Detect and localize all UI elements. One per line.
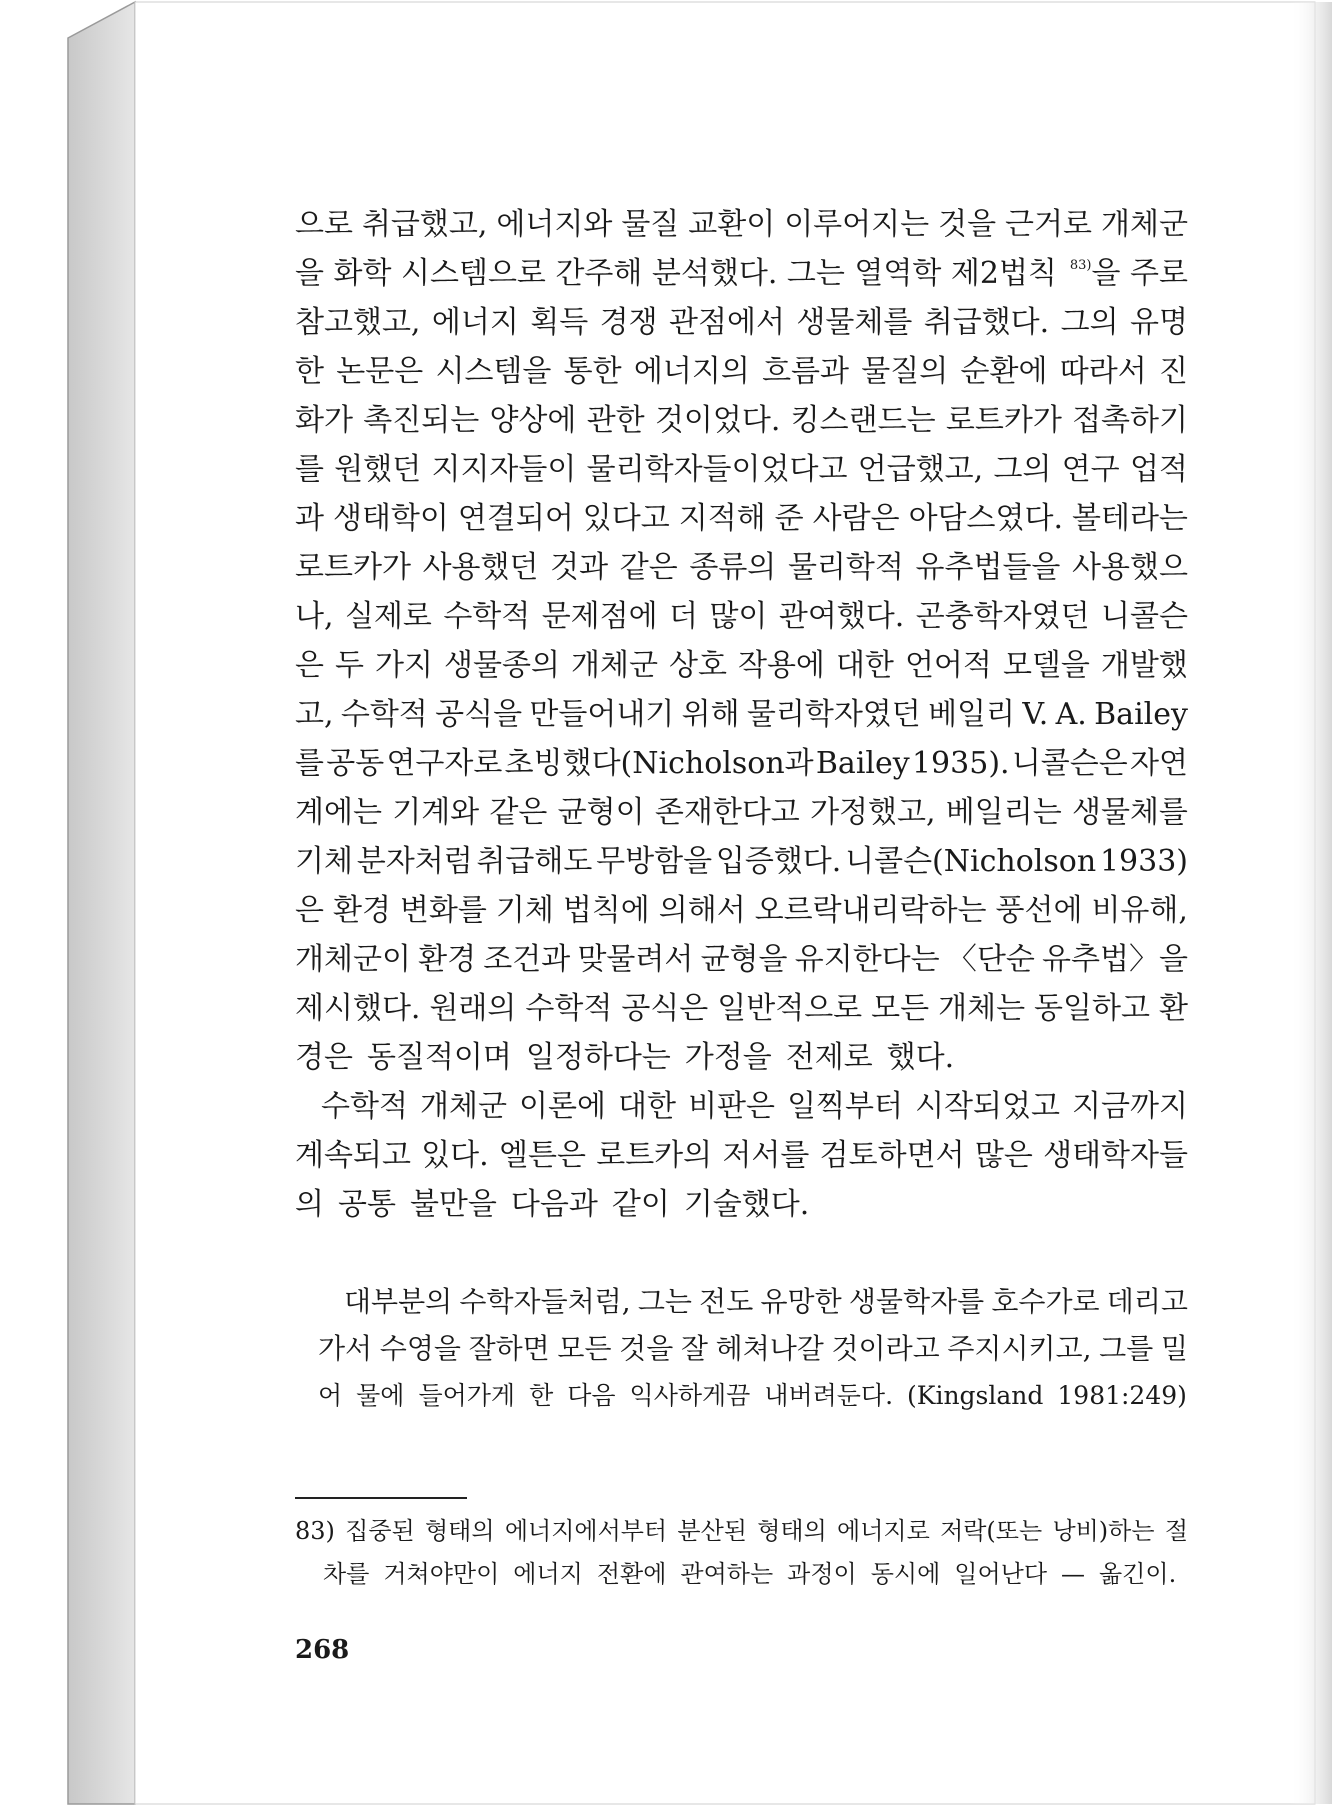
word: 있다. (421, 1138, 489, 1173)
body-line-17 (295, 984, 1188, 1033)
word: (Kingsland (907, 1381, 1044, 1410)
word: 베일리 (928, 697, 1016, 732)
word: 차를 (323, 1560, 370, 1588)
word: 언어적 (904, 648, 992, 683)
word: 것과 (550, 550, 609, 585)
word: 취급해도 (476, 844, 593, 879)
word: 획득 (530, 305, 589, 340)
word: 대부분의 (344, 1285, 453, 1318)
footnote-line-1 (295, 1510, 1188, 1553)
word: 조건과 (483, 942, 571, 977)
word: A. (1055, 697, 1087, 732)
word: 한 (295, 354, 324, 389)
word: 사용했던 (422, 550, 539, 585)
word: 니콜슨(Nicholson (845, 844, 1097, 879)
word: 경은 (295, 1040, 353, 1075)
body-line-12 (295, 739, 1188, 788)
word: Bailey (815, 746, 910, 781)
word: 계속되고 (295, 1138, 411, 1173)
word: 과 (295, 501, 324, 536)
word: 상호 (668, 648, 727, 683)
word: 연구자로 (386, 746, 503, 781)
word: 관여하는 (680, 1560, 774, 1588)
word: Bailey (1094, 697, 1188, 732)
word: 절 (1164, 1517, 1188, 1545)
word: 로트카의 (596, 1138, 713, 1173)
word: 균형을 (700, 942, 788, 977)
word: 집중된 (345, 1517, 415, 1545)
word: 많은 (974, 1138, 1033, 1173)
word: 로트카가 (295, 550, 411, 585)
word: 일어난다 (954, 1560, 1048, 1588)
word: 은 (295, 893, 324, 928)
word: 준 (774, 501, 804, 536)
word: 촉진되는 (363, 403, 480, 438)
word: 관여했다. (778, 599, 905, 634)
word: 환 (1158, 991, 1188, 1026)
word: 1981:249) (1057, 1381, 1187, 1410)
word: 계에는 (295, 795, 382, 830)
word: 원래의 (429, 991, 517, 1026)
word: 공식은 (621, 991, 709, 1026)
word: 들어가게 (418, 1381, 516, 1410)
word: 연구 (1061, 452, 1120, 487)
body-line-3 (295, 298, 1188, 347)
word: 균형이 (557, 795, 645, 830)
footnote (295, 1510, 1188, 1596)
word: 생물체를 (1071, 795, 1188, 830)
word: 교환이 (688, 207, 776, 242)
word: 형태의 (757, 1517, 827, 1545)
word: 유추법들을 (915, 550, 1061, 585)
word: 그는 (637, 1285, 692, 1318)
body-line-20 (295, 1131, 1188, 1180)
word: 통한 (563, 354, 622, 389)
word: 거쳐야만이 (383, 1560, 500, 1588)
word: 했다. (886, 1040, 955, 1075)
word: 원했던 (334, 452, 422, 487)
word: 관점에서 (669, 305, 785, 340)
word: 과정이 (787, 1560, 857, 1588)
word: 유망한 (760, 1285, 842, 1318)
quote-line-2 (318, 1325, 1188, 1372)
word: 진 (1158, 354, 1188, 389)
word: 동일하고 (1034, 991, 1150, 1026)
word: 시스템을 (435, 354, 552, 389)
word: 수학적 (340, 697, 428, 732)
word: 따라서 (1059, 354, 1147, 389)
word: 풍선에 (995, 893, 1083, 928)
word: 오르락내리락하는 (754, 893, 987, 928)
word: 의해서 (658, 893, 746, 928)
word: 기체 (495, 893, 554, 928)
word: 작용에 (737, 648, 825, 683)
word: 개체군이 (295, 942, 411, 977)
word: 으로 (295, 207, 353, 242)
word: 시작되었고 (915, 1089, 1060, 1124)
word: 개체는 (938, 991, 1026, 1026)
word: 근거로 (1005, 207, 1092, 242)
word: 니콜슨 (1101, 599, 1188, 634)
word: 수학적 (525, 991, 613, 1026)
word: 초빙했다(Nicholson과 (504, 746, 814, 781)
page-right-shadow (1290, 2, 1332, 1804)
word: 비판은 (688, 1089, 776, 1124)
word: 존재한다고 (654, 795, 800, 830)
body-line-13 (295, 788, 1188, 837)
word: 수학적 (443, 599, 531, 634)
word: 분산된 (677, 1517, 747, 1545)
word: 를 (295, 746, 324, 781)
word: 두 (335, 648, 364, 683)
body-line-21 (295, 1180, 1188, 1229)
word: 그의 (993, 452, 1052, 487)
word: 것이었다. (654, 403, 781, 438)
word: 1933) (1099, 844, 1188, 879)
word: 그를 (1099, 1332, 1154, 1365)
word: — (1061, 1560, 1086, 1588)
word: 입증했다. (715, 844, 842, 879)
word: 호수가로 (991, 1285, 1100, 1318)
word: 볼테라는 (1071, 501, 1188, 536)
footnote-line-2 (295, 1553, 1188, 1596)
body-line-9 (295, 592, 1188, 641)
word: 변화를 (399, 893, 487, 928)
word: 에너지 (431, 305, 519, 340)
word: 고, (295, 697, 334, 732)
word: 공동 (326, 746, 385, 781)
word: 같이 (611, 1187, 670, 1222)
word: 옮긴이. (1099, 1560, 1177, 1588)
footnote-ref: 83) (1069, 258, 1092, 273)
word: 참고했고, (295, 305, 421, 340)
word: 생물종의 (444, 648, 560, 683)
word: 지지자들이 (431, 452, 577, 487)
word: 실제로 (344, 599, 432, 634)
word: 동질적이며 (366, 1040, 512, 1075)
word: 양상에 (489, 403, 577, 438)
body-line-19 (295, 1082, 1188, 1131)
body-line-15 (295, 886, 1188, 935)
word: 기술했다. (683, 1187, 810, 1222)
word: 물리학자들이었다고 (586, 452, 848, 487)
body-line-2 (295, 249, 1188, 298)
word: 더 (669, 599, 699, 634)
word: 개체군 (420, 1089, 507, 1124)
word: 물질 (621, 207, 680, 242)
word: 전환에 (596, 1560, 667, 1588)
word: 자연 (1129, 746, 1188, 781)
word: 의 (295, 1187, 324, 1222)
word: 로트카가 (945, 403, 1062, 438)
word: 가정했고, (810, 795, 936, 830)
word: 수학적 (321, 1089, 408, 1124)
body-line-18 (295, 1033, 1188, 1082)
word: 제시했다. (295, 991, 421, 1026)
word: 맞물려서 (577, 942, 694, 977)
word: 베일리는 (945, 795, 1062, 830)
body-line-16 (295, 935, 1188, 984)
body-line-5 (295, 396, 1188, 445)
word: 1935). (911, 746, 1010, 781)
word: 개발했 (1100, 648, 1188, 683)
word: V. (1022, 697, 1049, 732)
word: 업적 (1129, 452, 1188, 487)
word: 곤충학자였던 (915, 599, 1090, 634)
word: 은 (295, 648, 324, 683)
word: 수영을 (379, 1332, 461, 1365)
word: 관한 (586, 403, 645, 438)
word: 환경 (418, 942, 477, 977)
word: 잘하면 (468, 1332, 550, 1365)
word: 이론에 (519, 1089, 606, 1124)
word: 형태의 (425, 1517, 495, 1545)
body-line-2-text: 을 화학 시스템으로 간주해 분석했다. 그는 열역학 제2법칙 (295, 256, 1057, 291)
word: 모든 (871, 991, 930, 1026)
word: 주지시키고, (947, 1332, 1092, 1365)
word: 물리학적 (787, 550, 904, 585)
body-line-2-tail: 을 주로 (1091, 256, 1188, 291)
word: 유명 (1130, 305, 1188, 340)
word: 경쟁 (599, 305, 658, 340)
word: 저서를 (722, 1138, 810, 1173)
word: 를 (295, 452, 324, 487)
word: 순환에 (960, 354, 1048, 389)
word: 취급했고, (361, 207, 488, 242)
word: 일반적으로 (717, 991, 863, 1026)
word: 많이 (709, 599, 768, 634)
word: 법칙에 (562, 893, 650, 928)
word: 환경 (332, 893, 391, 928)
word: 지적해 (678, 501, 766, 536)
word: 익사하게끔 (629, 1381, 751, 1410)
word: 만들어내기 (529, 697, 675, 732)
word: 공통 (337, 1187, 396, 1222)
word: 아담스였다. (908, 501, 1063, 536)
word: 사용했으 (1072, 550, 1188, 585)
body-line-10 (295, 641, 1188, 690)
quote-line-1 (318, 1278, 1188, 1325)
word: 가지 (375, 648, 433, 683)
word: 에너지 (513, 1560, 583, 1588)
word: 무방함을 (596, 844, 713, 879)
book-spine-side (68, 2, 135, 1804)
word: 낭비)하는 (1052, 1517, 1155, 1545)
word: 것을 (938, 207, 997, 242)
word: 가정을 (684, 1040, 772, 1075)
word: 저락(또는 (940, 1517, 1043, 1545)
word: 연결되어 (457, 501, 574, 536)
body-line-7 (295, 494, 1188, 543)
word: 물리학자였던 (746, 697, 921, 732)
word: 유추법〉을 (1042, 942, 1188, 977)
word: 헤쳐나갈 (715, 1332, 824, 1365)
word: 다음과 (510, 1187, 598, 1222)
word: 논문은 (336, 354, 424, 389)
word: 사람은 (812, 501, 900, 536)
body-line-1 (295, 200, 1188, 249)
word: 생물학자를 (848, 1285, 985, 1318)
word: 검토하면서 (819, 1138, 965, 1173)
word: 가서 (318, 1332, 373, 1365)
word: 공식을 (435, 697, 523, 732)
word: 기체 (295, 844, 353, 879)
footnote-divider (295, 1497, 467, 1499)
block-quote (318, 1278, 1188, 1419)
body-line-2-end (1070, 249, 1188, 298)
word: 같은 (489, 795, 548, 830)
word: 일정하다는 (525, 1040, 671, 1075)
word: 취급했다. (923, 305, 1050, 340)
page-number: 268 (295, 1635, 350, 1665)
word: 같은 (619, 550, 678, 585)
main-text (295, 200, 1188, 1229)
word: 밀 (1160, 1332, 1188, 1365)
word: 있다고 (582, 501, 670, 536)
word: 〈단순 (946, 942, 1035, 977)
word: 물에 (356, 1381, 405, 1410)
word: 유지한다는 (794, 942, 940, 977)
word: 전도 (699, 1285, 754, 1318)
word: 것을 (619, 1332, 674, 1365)
word: 것이라고 (831, 1332, 940, 1365)
word: 지금까지 (1072, 1089, 1188, 1124)
word: 킹스랜드는 (790, 403, 936, 438)
word: 한 (529, 1381, 554, 1410)
word: 내버려둔다. (764, 1381, 894, 1410)
word: 개체군 (1100, 207, 1188, 242)
word: 대한 (618, 1089, 677, 1124)
word: 종류의 (689, 550, 777, 585)
quote-line-3 (318, 1372, 1188, 1419)
word: 분자처럼 (356, 844, 473, 879)
word: 언급했고, (857, 452, 984, 487)
word: 에너지의 (633, 354, 750, 389)
word: 생물체를 (796, 305, 913, 340)
word: 에너지와 (496, 207, 613, 242)
body-line-8 (295, 543, 1188, 592)
word: 생태학이 (332, 501, 449, 536)
body-line-11 (295, 690, 1188, 739)
word: 수학자들처럼, (459, 1285, 631, 1318)
word: 생태학자들 (1043, 1138, 1188, 1173)
word: 나, (295, 599, 334, 634)
word: 물질의 (861, 354, 949, 389)
word: 기계와 (392, 795, 480, 830)
word: 비유해, (1091, 893, 1188, 928)
word: 니콜슨은 (1011, 746, 1128, 781)
word: 문제점에 (541, 599, 658, 634)
word: 전제로 (785, 1040, 873, 1075)
word: 이루어지는 (784, 207, 930, 242)
word: 일찍부터 (787, 1089, 904, 1124)
body-line-4 (295, 347, 1188, 396)
word: 그의 (1060, 305, 1119, 340)
word: 모델을 (1002, 648, 1090, 683)
word: 위해 (681, 697, 740, 732)
word: 화가 (295, 403, 353, 438)
word: 다음 (567, 1381, 616, 1410)
word: 동시에 (870, 1560, 941, 1588)
word: 흐름과 (762, 354, 850, 389)
word: 엘튼은 (498, 1138, 586, 1173)
word: 데리고 (1106, 1285, 1188, 1318)
word: 에너지에서부터 (504, 1517, 668, 1545)
word: 어 (318, 1381, 343, 1410)
word: 에너지로 (837, 1517, 930, 1545)
body-line-6 (295, 445, 1188, 494)
word: 개체군 (570, 648, 658, 683)
word: 접촉하기 (1072, 403, 1188, 438)
body-line-14 (295, 837, 1188, 886)
word: 대한 (835, 648, 894, 683)
word: 잘 (680, 1332, 708, 1365)
word: 모든 (557, 1332, 612, 1365)
word: 불만을 (409, 1187, 497, 1222)
word: 83) (295, 1517, 335, 1545)
